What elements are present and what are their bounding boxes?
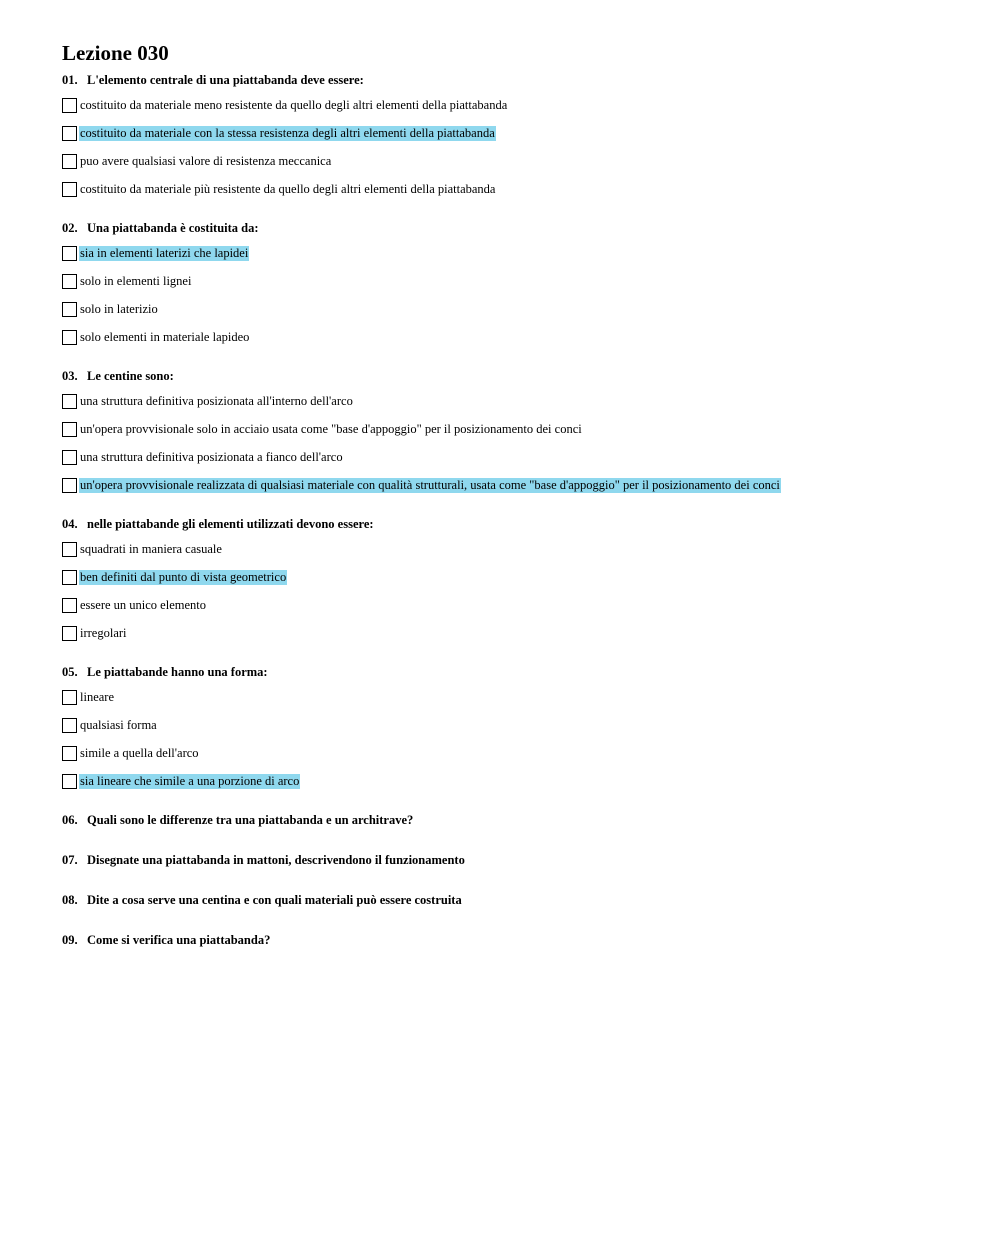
- answer-checkbox[interactable]: [62, 422, 77, 437]
- answer-text: solo in elementi lignei: [80, 273, 192, 288]
- question-text: L'elemento centrale di una piattabanda deve essere:: [87, 73, 364, 87]
- answer-option[interactable]: [62, 535, 962, 563]
- answer-checkbox[interactable]: [62, 302, 77, 317]
- answer-checkbox[interactable]: [62, 450, 77, 465]
- answer-checkbox[interactable]: [62, 246, 77, 261]
- answer-checkbox[interactable]: [62, 690, 77, 705]
- answer-text: qualsiasi forma: [80, 717, 157, 732]
- answer-option[interactable]: [62, 683, 962, 711]
- answer-checkbox[interactable]: [62, 626, 77, 641]
- answer-checkbox[interactable]: [62, 570, 77, 585]
- answer-option[interactable]: [62, 323, 962, 351]
- answer-option[interactable]: [62, 147, 962, 175]
- question-number: 06.: [62, 813, 78, 827]
- answer-option[interactable]: [62, 175, 962, 203]
- answer-checkbox[interactable]: [62, 718, 77, 733]
- answer-text: costituito da materiale più resistente da quello degli altri elementi della piattabanda: [80, 181, 496, 196]
- answer-option[interactable]: [62, 267, 962, 295]
- question-03: [62, 368, 962, 499]
- question-heading: [62, 220, 962, 236]
- answer-text: solo elementi in materiale lapideo: [80, 329, 250, 344]
- question-number: 04.: [62, 517, 78, 531]
- answer-checkbox[interactable]: [62, 126, 77, 141]
- answer-option[interactable]: [62, 711, 962, 739]
- open-question-heading: [62, 892, 962, 908]
- answer-text: una struttura definitiva posizionata a fianco dell'arco: [80, 449, 343, 464]
- answer-text: una struttura definitiva posizionata all'interno dell'arco: [80, 393, 353, 408]
- question-number: 08.: [62, 893, 78, 907]
- open-question-06: [62, 812, 962, 828]
- answer-option[interactable]: [62, 239, 962, 267]
- question-text: Le piattabande hanno una forma:: [87, 665, 268, 679]
- answer-text-highlighted: un'opera provvisionale realizzata di qualsiasi materiale con qualità strutturali, usata come "base d'appoggio" per il posizionamento dei conci: [80, 477, 780, 492]
- question-number: 02.: [62, 221, 78, 235]
- open-question-08: [62, 892, 962, 908]
- answer-option[interactable]: [62, 563, 962, 591]
- open-question-07: [62, 852, 962, 868]
- answer-text: lineare: [80, 689, 115, 704]
- question-number: 05.: [62, 665, 78, 679]
- open-question-09: [62, 932, 962, 948]
- answer-checkbox[interactable]: [62, 274, 77, 289]
- answer-text: puo avere qualsiasi valore di resistenza meccanica: [80, 153, 332, 168]
- answer-option[interactable]: [62, 91, 962, 119]
- answer-option[interactable]: [62, 767, 962, 795]
- answer-checkbox[interactable]: [62, 598, 77, 613]
- document-page: [62, 38, 962, 972]
- answer-text-highlighted: costituito da materiale con la stessa resistenza degli altri elementi della piattabanda: [80, 125, 495, 140]
- question-text: Disegnate una piattabanda in mattoni, descrivendono il funzionamento: [87, 853, 465, 867]
- question-text: Come si verifica una piattabanda?: [87, 933, 271, 947]
- answer-text-highlighted: sia in elementi laterizi che lapidei: [80, 245, 249, 260]
- answer-option[interactable]: [62, 591, 962, 619]
- answer-option[interactable]: [62, 739, 962, 767]
- question-02: [62, 220, 962, 351]
- answer-checkbox[interactable]: [62, 478, 77, 493]
- lesson-title: Lezione 030: [62, 41, 169, 65]
- answer-text-highlighted: sia lineare che simile a una porzione di arco: [80, 773, 300, 788]
- answer-option[interactable]: [62, 471, 962, 499]
- question-number: 01.: [62, 73, 78, 87]
- answer-option[interactable]: [62, 619, 962, 647]
- answer-checkbox[interactable]: [62, 98, 77, 113]
- question-01: [62, 72, 962, 203]
- question-text: Una piattabanda è costituita da:: [87, 221, 259, 235]
- answer-text: costituito da materiale meno resistente da quello degli altri elementi della piattabanda: [80, 97, 508, 112]
- answer-checkbox[interactable]: [62, 330, 77, 345]
- question-heading: [62, 516, 962, 532]
- question-number: 07.: [62, 853, 78, 867]
- question-heading: [62, 368, 962, 384]
- answer-text: simile a quella dell'arco: [80, 745, 199, 760]
- answer-text: solo in laterizio: [80, 301, 158, 316]
- question-number: 09.: [62, 933, 78, 947]
- open-question-heading: [62, 932, 962, 948]
- open-question-heading: [62, 812, 962, 828]
- answer-text: squadrati in maniera casuale: [80, 541, 222, 556]
- answer-checkbox[interactable]: [62, 746, 77, 761]
- question-text: Le centine sono:: [87, 369, 174, 383]
- answer-option[interactable]: [62, 119, 962, 147]
- question-05: [62, 664, 962, 795]
- answer-text: essere un unico elemento: [80, 597, 206, 612]
- question-heading: [62, 664, 962, 680]
- answer-checkbox[interactable]: [62, 154, 77, 169]
- question-heading: [62, 72, 962, 88]
- question-list: [62, 72, 962, 795]
- answer-checkbox[interactable]: [62, 542, 77, 557]
- answer-checkbox[interactable]: [62, 394, 77, 409]
- question-04: [62, 516, 962, 647]
- open-question-heading: [62, 852, 962, 868]
- answer-checkbox[interactable]: [62, 182, 77, 197]
- answer-option[interactable]: [62, 415, 962, 443]
- answer-text: irregolari: [80, 625, 127, 640]
- open-question-list: [62, 812, 962, 948]
- answer-text-highlighted: ben definiti dal punto di vista geometrico: [80, 569, 287, 584]
- answer-option[interactable]: [62, 295, 962, 323]
- question-text: nelle piattabande gli elementi utilizzati devono essere:: [87, 517, 374, 531]
- question-text: Dite a cosa serve una centina e con quali materiali può essere costruita: [87, 893, 462, 907]
- answer-checkbox[interactable]: [62, 774, 77, 789]
- answer-text: un'opera provvisionale solo in acciaio usata come "base d'appoggio" per il posizionamento dei conci: [80, 421, 582, 436]
- answer-option[interactable]: [62, 443, 962, 471]
- answer-option[interactable]: [62, 387, 962, 415]
- question-text: Quali sono le differenze tra una piattabanda e un architrave?: [87, 813, 414, 827]
- question-number: 03.: [62, 369, 78, 383]
